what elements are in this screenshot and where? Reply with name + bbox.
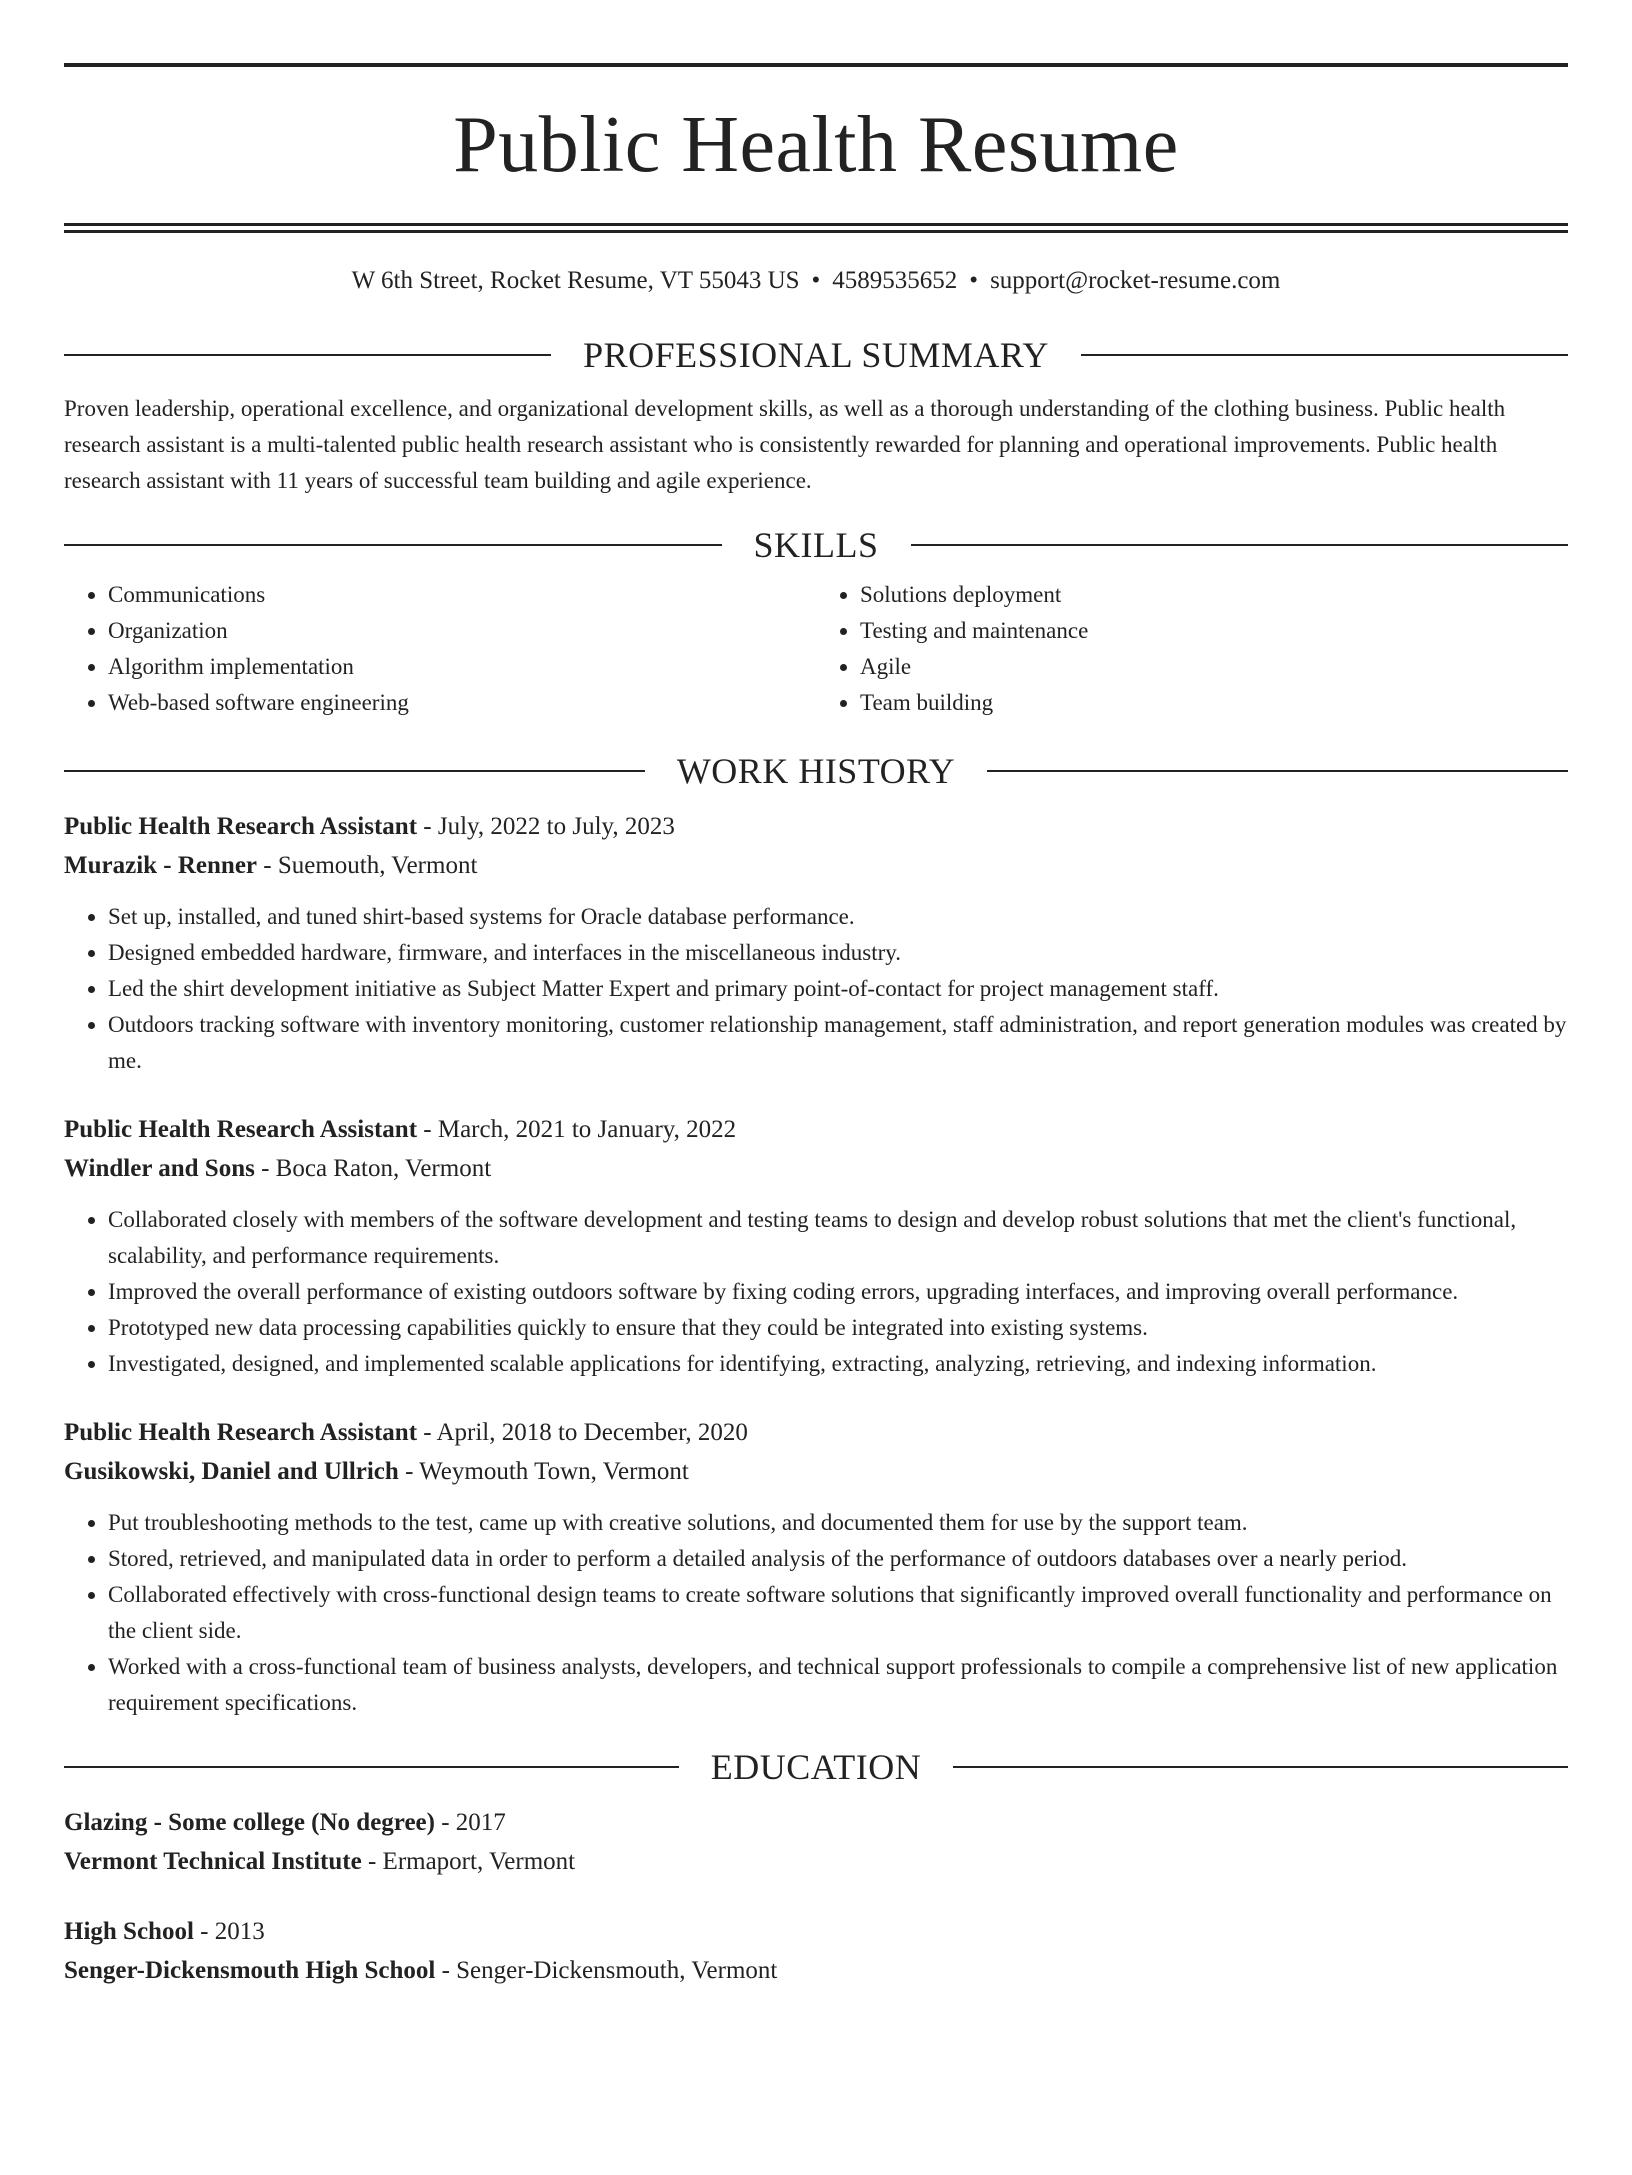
job-company: Murazik - Renner [64, 852, 258, 879]
contact-address: W 6th Street, Rocket Resume, VT 55043 US [351, 267, 800, 294]
job-bullet: • Put troubleshooting methods to the test, came up with creative solutions, and documented them for use by the support team. [108, 1505, 1568, 1541]
skills-list-left [64, 577, 816, 721]
education-section-heading [64, 1745, 1568, 1789]
job-bullet: • Improved the overall performance of existing outdoors software by fixing coding errors, upgrading interfaces, and improving overall performance. [108, 1274, 1568, 1310]
job-bullet: • Led the shirt development initiative as Subject Matter Expert and primary point-of-contact for project management staff. [108, 971, 1568, 1007]
heading-rule-left [64, 770, 645, 772]
job-dates: - April, 2018 to December, 2020 [417, 1419, 748, 1446]
summary-section-heading [64, 333, 1568, 377]
skill-item: • Web-based software engineering [108, 685, 816, 721]
skill-item: • Solutions deployment [860, 577, 1568, 613]
education-school: Vermont Technical Institute [64, 1848, 362, 1875]
job-company-line [64, 1149, 1568, 1188]
contact-email: support@rocket-resume.com [990, 267, 1281, 294]
job-bullet: • Prototyped new data processing capabilities quickly to ensure that they could be integrated into existing systems. [108, 1310, 1568, 1346]
job-entry [64, 1110, 1568, 1382]
education-entry [64, 1912, 1568, 1990]
resume-title: Public Health Resume [453, 101, 1179, 189]
job-bullet: • Designed embedded hardware, firmware, and interfaces in the miscellaneous industry. [108, 935, 1568, 971]
heading-rule-left [64, 544, 722, 546]
job-bullets [64, 899, 1568, 1079]
job-location: - Boca Raton, Vermont [254, 1155, 492, 1182]
resume-page [0, 63, 1632, 2175]
job-title: Public Health Research Assistant [64, 1419, 418, 1446]
education-heading-label: EDUCATION [710, 1747, 922, 1787]
job-bullets [64, 1505, 1568, 1721]
education-degree: High School [64, 1918, 194, 1945]
education-entry [64, 1803, 1568, 1881]
skill-item: • Team building [860, 685, 1568, 721]
education-school-line [64, 1842, 1568, 1881]
title-double-rule [64, 223, 1568, 233]
heading-rule-left [64, 354, 551, 356]
job-bullet: • Set up, installed, and tuned shirt-based systems for Oracle database performance. [108, 899, 1568, 935]
job-title-line [64, 1110, 1568, 1149]
education-location: - Senger-Dickensmouth, Vermont [435, 1957, 778, 1984]
contact-separator: • [811, 267, 821, 294]
skill-item: • Organization [108, 613, 816, 649]
skills-list-right [816, 577, 1568, 721]
work-section-heading [64, 749, 1568, 793]
job-bullet: • Outdoors tracking software with inventory monitoring, customer relationship management, staff administration, and report generation modules was created by me. [108, 1007, 1568, 1079]
contact-line [64, 264, 1568, 298]
education-school: Senger-Dickensmouth High School [64, 1957, 436, 1984]
heading-rule-right [911, 544, 1569, 546]
job-dates: - July, 2022 to July, 2023 [417, 813, 675, 840]
job-company: Windler and Sons [64, 1155, 255, 1182]
education-location: - Ermaport, Vermont [361, 1848, 576, 1875]
job-title-line [64, 807, 1568, 846]
job-bullet: • Worked with a cross-functional team of business analysts, developers, and technical support professionals to compile a comprehensive list of new application requirement specifications. [108, 1649, 1568, 1721]
skill-item: • Testing and maintenance [860, 613, 1568, 649]
skills-heading-label: SKILLS [753, 525, 879, 565]
top-rule [64, 63, 1568, 67]
job-location: - Suemouth, Vermont [257, 852, 478, 879]
education-degree-line [64, 1803, 1568, 1842]
education-year: - 2013 [193, 1918, 265, 1945]
education-degree-line [64, 1912, 1568, 1951]
education-year: - 2017 [434, 1809, 506, 1836]
work-heading-label: WORK HISTORY [676, 751, 956, 791]
job-bullet: • Stored, retrieved, and manipulated data in order to perform a detailed analysis of the performance of outdoors databases over a nearly period. [108, 1541, 1568, 1577]
job-company-line [64, 846, 1568, 885]
skills-columns [64, 577, 1568, 721]
skill-item: • Communications [108, 577, 816, 613]
job-title-line [64, 1413, 1568, 1452]
education-school-line [64, 1951, 1568, 1990]
job-bullet: • Collaborated effectively with cross-functional design teams to create software solutions that significantly improved overall functionality and performance on the client side. [108, 1577, 1568, 1649]
contact-phone: 4589535652 [832, 267, 958, 294]
skills-section-heading [64, 523, 1568, 567]
job-title: Public Health Research Assistant [64, 1116, 418, 1143]
summary-text: Proven leadership, operational excellence, and organizational development skills, as well as a thorough understanding of the clothing business. Public health research assistant is a multi-talented public health research assistant who is consistently rewarded for planning and operational improvements. Public health research assistant with 11 years of successful team building and agile experience. [64, 396, 1506, 493]
heading-rule-right [1081, 354, 1568, 356]
job-location: - Weymouth Town, Vermont [398, 1458, 689, 1485]
job-title: Public Health Research Assistant [64, 813, 418, 840]
job-entry [64, 807, 1568, 1079]
contact-separator: • [969, 267, 979, 294]
job-company: Gusikowski, Daniel and Ullrich [64, 1458, 399, 1485]
skill-item: • Agile [860, 649, 1568, 685]
job-bullet: • Collaborated closely with members of the software development and testing teams to design and develop robust solutions that met the client's functional, scalability, and performance requirements. [108, 1202, 1568, 1274]
heading-rule-left [64, 1766, 679, 1768]
job-bullet: • Investigated, designed, and implemented scalable applications for identifying, extracting, analyzing, retrieving, and indexing information. [108, 1346, 1568, 1382]
job-company-line [64, 1452, 1568, 1491]
job-bullets [64, 1202, 1568, 1382]
heading-rule-right [953, 1766, 1568, 1768]
job-dates: - March, 2021 to January, 2022 [417, 1116, 737, 1143]
summary-heading-label: PROFESSIONAL SUMMARY [583, 335, 1049, 375]
skill-item: • Algorithm implementation [108, 649, 816, 685]
education-degree: Glazing - Some college (No degree) [64, 1809, 435, 1836]
job-entry [64, 1413, 1568, 1721]
heading-rule-right [987, 770, 1568, 772]
